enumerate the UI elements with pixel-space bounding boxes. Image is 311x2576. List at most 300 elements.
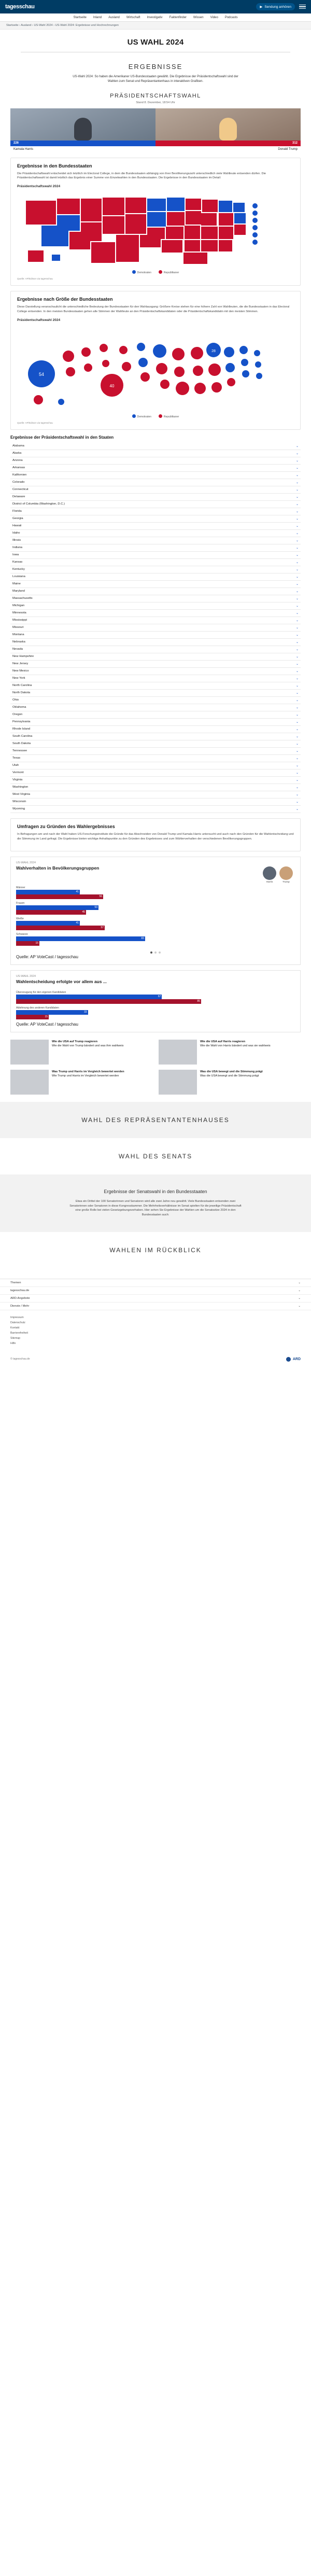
teaser-lead: Wie die Wahl von Trump bändert und was ihm wahlweis bbox=[52, 1044, 124, 1047]
chart-bar-row bbox=[16, 941, 295, 946]
state-row[interactable] bbox=[10, 704, 301, 711]
ard-logo-label: ARD bbox=[292, 1357, 301, 1361]
state-name: Oregon bbox=[12, 713, 23, 717]
harris-portrait bbox=[10, 108, 156, 141]
state-name: Delaware bbox=[12, 495, 25, 499]
chevron-down-icon: ⌄ bbox=[295, 807, 299, 811]
state-name: Kalifornien bbox=[12, 473, 27, 477]
state-row[interactable] bbox=[10, 740, 301, 748]
chevron-down-icon: ⌄ bbox=[295, 684, 299, 688]
chart-bar-value: 85 bbox=[197, 1000, 200, 1003]
state-row[interactable] bbox=[10, 610, 301, 617]
chart-group bbox=[16, 991, 295, 1004]
footer-sections bbox=[0, 1279, 311, 1310]
chevron-down-icon: ⌄ bbox=[295, 488, 299, 492]
state-row[interactable] bbox=[10, 566, 301, 573]
teaser-text bbox=[52, 1070, 124, 1095]
chevron-down-icon: ⌄ bbox=[295, 611, 299, 615]
teaser-thumb-trump-analysis bbox=[10, 1070, 49, 1095]
chart-category-label: Männer bbox=[16, 886, 25, 889]
footer-link[interactable]: Impressum bbox=[10, 1316, 24, 1320]
poll-chart-1-body bbox=[11, 873, 300, 964]
state-map-title: Ergebnisse in den Bundesstaaten bbox=[17, 163, 92, 169]
teaser-text bbox=[200, 1070, 263, 1095]
poll-chart-1-title: Wahlverhalten in Bevölkerungsgruppen bbox=[16, 865, 100, 871]
state-row[interactable] bbox=[10, 733, 301, 740]
teaser-lead: Wie die Wahl von Harris bändert und was sie wahlweis bbox=[200, 1044, 271, 1047]
presidential-band-sub: Stand 8. Dezember, 18:54 Uhr bbox=[136, 101, 175, 104]
footer-section-label: Themen bbox=[10, 1281, 21, 1285]
chevron-down-icon: ⌄ bbox=[295, 749, 299, 753]
state-name: Nevada bbox=[12, 648, 23, 651]
state-name: Wisconsin bbox=[12, 800, 26, 804]
chart-bar-value: 53 bbox=[94, 906, 97, 909]
chevron-down-icon: ⌄ bbox=[298, 1281, 301, 1285]
state-row[interactable] bbox=[10, 675, 301, 682]
state-row[interactable] bbox=[10, 552, 301, 559]
chevron-down-icon: ⌄ bbox=[295, 481, 299, 484]
state-name: Washington bbox=[12, 786, 29, 789]
state-row[interactable] bbox=[10, 537, 301, 544]
nav-item-faktenfinder[interactable]: Faktenfinder bbox=[169, 16, 187, 19]
bubble-map-subtitle: Präsidentschaftswahl 2024 bbox=[17, 318, 61, 322]
chevron-down-icon: ⌄ bbox=[298, 1289, 301, 1293]
state-row[interactable] bbox=[10, 690, 301, 697]
state-row[interactable] bbox=[10, 682, 301, 690]
harris-elector-bar bbox=[10, 141, 156, 146]
state-row[interactable] bbox=[10, 544, 301, 552]
teaser-headline: Was die USA bewegt und die Stimmung prägt bbox=[200, 1070, 263, 1073]
nav-item-wissen[interactable]: Wissen bbox=[193, 16, 204, 19]
state-row[interactable] bbox=[10, 501, 301, 508]
state-name: Texas bbox=[12, 757, 21, 760]
state-name: Maine bbox=[12, 582, 21, 586]
chevron-down-icon: ⌄ bbox=[295, 517, 299, 521]
chevron-down-icon: ⌄ bbox=[295, 757, 299, 760]
results-heading: ERGEBNISSE bbox=[128, 63, 183, 71]
senate-section-title: WAHL DES SENATS bbox=[118, 1152, 193, 1160]
teaser-grid bbox=[10, 1040, 301, 1095]
nav-item-video[interactable]: Video bbox=[210, 16, 218, 19]
state-name: Kentucky bbox=[12, 568, 25, 571]
top-bar bbox=[0, 0, 311, 13]
chevron-down-icon: ⌄ bbox=[295, 742, 299, 746]
poll-chart-2-body bbox=[11, 986, 300, 1032]
poll-face-trump bbox=[279, 866, 293, 884]
chevron-down-icon: ⌄ bbox=[295, 575, 299, 579]
teaser-thumb-harris bbox=[159, 1040, 197, 1065]
senate-results-description: Etwa ein Drittel der 100 Senatorinnen und Senatoren wird alle zwei Jahre neu gewählt. Viele Bundesstaaten entsenden zwei Senatorinnen oder Senatoren in diese Kongresskammer. Die Mehrheitsverhältnisse im Senat spielten für die jeweilige Präsidentschaft eine große Rolle bei vielen Gesetzgebungsvorhaben. Hier sehen Sie Ergebnisse der Wahlen um die Senatssitze 2024 in den Bundesstaaten auch: bbox=[69, 1199, 242, 1217]
state-name: New Mexico bbox=[12, 669, 29, 673]
state-map-subtitle: Präsidentschaftswahl 2024 bbox=[17, 185, 61, 189]
state-name: South Carolina bbox=[12, 735, 33, 738]
state-name: West Virginia bbox=[12, 793, 30, 796]
chart-bar-value: 15 bbox=[45, 1015, 48, 1019]
chart-bar-value: 67 bbox=[158, 995, 161, 999]
svg-text:54: 54 bbox=[38, 371, 45, 377]
state-name: Arkansas bbox=[12, 466, 25, 470]
bubble-map-source: Quelle: AP/Edison via tagesschau bbox=[17, 421, 53, 424]
chart-bar-value: 83 bbox=[141, 937, 144, 941]
state-row[interactable] bbox=[10, 639, 301, 646]
chevron-down-icon: ⌄ bbox=[295, 626, 299, 629]
state-name: Ohio bbox=[12, 698, 19, 702]
footer-section-row[interactable] bbox=[0, 1279, 311, 1287]
state-row[interactable] bbox=[10, 784, 301, 791]
poll-chart-1-source: Quelle: AP VoteCast / tagesschau bbox=[16, 954, 78, 959]
state-row[interactable] bbox=[10, 624, 301, 632]
bubble-map-svg bbox=[17, 324, 294, 412]
chart-bar-value: 57 bbox=[101, 926, 104, 930]
state-row[interactable] bbox=[10, 595, 301, 603]
state-name: Wyoming bbox=[12, 807, 25, 811]
state-name: Georgia bbox=[12, 517, 23, 521]
poll-chart-2-head bbox=[11, 971, 300, 986]
chart-group bbox=[16, 902, 295, 915]
state-row[interactable] bbox=[10, 755, 301, 762]
state-row[interactable] bbox=[10, 603, 301, 610]
senate-results-section bbox=[0, 1174, 311, 1233]
senate-results-title: Ergebnisse der Senatswahl in den Bundesstaaten bbox=[104, 1188, 207, 1194]
chevron-down-icon: ⌄ bbox=[295, 720, 299, 724]
top-bar-right bbox=[256, 3, 306, 10]
chart-bar bbox=[16, 936, 145, 941]
svg-text:40: 40 bbox=[109, 383, 115, 388]
state-row[interactable] bbox=[10, 472, 301, 479]
bubble-map-legend bbox=[17, 414, 294, 418]
state-row[interactable] bbox=[10, 457, 301, 465]
legend-rep bbox=[159, 270, 179, 274]
teaser-headline: Wie die USA auf Harris reagieren bbox=[200, 1040, 246, 1043]
logo-first: tages bbox=[5, 4, 19, 10]
teaser-item[interactable] bbox=[159, 1070, 301, 1095]
bubble-legend-dem-label: Demokraten bbox=[137, 415, 151, 418]
state-row[interactable] bbox=[10, 465, 301, 472]
state-map-card bbox=[10, 158, 301, 286]
state-row[interactable] bbox=[10, 515, 301, 523]
chevron-down-icon: ⌄ bbox=[295, 662, 299, 666]
state-name: New Jersey bbox=[12, 662, 29, 666]
chevron-down-icon: ⌄ bbox=[295, 561, 299, 564]
chart-bar bbox=[16, 926, 105, 930]
chevron-down-icon: ⌄ bbox=[295, 677, 299, 680]
state-row[interactable] bbox=[10, 799, 301, 806]
chevron-down-icon: ⌄ bbox=[295, 640, 299, 644]
state-row[interactable] bbox=[10, 769, 301, 777]
page-title: US WAHL 2024 bbox=[127, 38, 184, 47]
chart-bar-row bbox=[16, 1015, 295, 1019]
state-row[interactable] bbox=[10, 697, 301, 704]
state-name: Colorado bbox=[12, 481, 25, 484]
chevron-down-icon: ⌄ bbox=[295, 604, 299, 608]
nav-item-ausland[interactable]: Ausland bbox=[108, 16, 120, 19]
state-name: Idaho bbox=[12, 531, 20, 535]
trump-name: Donald Trump bbox=[278, 147, 298, 151]
state-name: Nebraska bbox=[12, 640, 25, 644]
harris-electors: 226 bbox=[13, 142, 19, 145]
nav-item-podcasts[interactable]: Podcasts bbox=[224, 16, 238, 19]
state-row[interactable] bbox=[10, 719, 301, 726]
chevron-down-icon: ⌄ bbox=[295, 778, 299, 782]
state-row[interactable] bbox=[10, 443, 301, 450]
trump-portrait bbox=[156, 108, 301, 141]
us-choropleth-map[interactable] bbox=[17, 190, 294, 268]
chevron-down-icon: ⌄ bbox=[295, 735, 299, 738]
state-name: Iowa bbox=[12, 553, 19, 557]
state-row[interactable] bbox=[10, 494, 301, 501]
chart-bar-value: 41 bbox=[76, 890, 79, 894]
poll-chart-1-head bbox=[11, 857, 300, 873]
breadcrumb[interactable]: Startseite › Ausland › US-Wahl 2024 › US-Wahl 2024: Ergebnisse und Hochrechnungen bbox=[0, 22, 311, 30]
presidential-band-title: PRÄSIDENTSCHAFTSWAHL bbox=[110, 92, 201, 99]
state-name: Maryland bbox=[12, 590, 25, 593]
chart-bar-row bbox=[16, 910, 295, 915]
chart-group bbox=[16, 933, 295, 946]
state-row[interactable] bbox=[10, 661, 301, 668]
state-map-source: Quelle: AP/Edison via tagesschau bbox=[17, 277, 53, 281]
teaser-item[interactable] bbox=[159, 1040, 301, 1065]
ard-logo[interactable] bbox=[286, 1357, 301, 1362]
poll-face-harris-label: Harris bbox=[266, 880, 273, 884]
chart-bar bbox=[16, 1010, 88, 1015]
chart-bar bbox=[16, 921, 80, 926]
chart-bar bbox=[16, 995, 162, 999]
state-name: Oklahoma bbox=[12, 706, 26, 709]
state-name: Alabama bbox=[12, 444, 24, 448]
state-row[interactable] bbox=[10, 530, 301, 537]
chart-bar-value: 56 bbox=[99, 895, 102, 899]
polls-intro-card bbox=[10, 818, 301, 851]
teaser-lead: Was die USA bewegt und die Stimmung prägt bbox=[200, 1074, 259, 1077]
candidate-trump bbox=[156, 108, 301, 152]
state-row[interactable] bbox=[10, 632, 301, 639]
state-row[interactable] bbox=[10, 523, 301, 530]
senate-section bbox=[0, 1138, 311, 1174]
legend-rep-label: Republikaner bbox=[163, 271, 179, 275]
state-row[interactable] bbox=[10, 581, 301, 588]
state-name: Virginia bbox=[12, 778, 23, 782]
footer-section-row[interactable] bbox=[0, 1303, 311, 1310]
states-accordion-title: Ergebnisse der Präsidentschaftswahl in den Staaten bbox=[10, 435, 114, 440]
chevron-down-icon: ⌄ bbox=[295, 698, 299, 702]
state-name: Illinois bbox=[12, 539, 21, 542]
chart-bar-row bbox=[16, 1010, 295, 1015]
polls-heading: Umfragen zu Gründen des Wahlergebnisses bbox=[17, 823, 115, 829]
chevron-down-icon: ⌄ bbox=[295, 568, 299, 571]
chevron-down-icon: ⌄ bbox=[295, 466, 299, 470]
state-name: Montana bbox=[12, 633, 24, 637]
logo-text bbox=[5, 4, 35, 10]
state-row[interactable] bbox=[10, 668, 301, 675]
state-name: District of Columbia (Washington, D.C.) bbox=[12, 502, 65, 506]
chevron-down-icon: ⌄ bbox=[295, 713, 299, 717]
search-button[interactable] bbox=[256, 3, 295, 10]
candidate-banner bbox=[10, 108, 301, 152]
state-name: Missouri bbox=[12, 626, 24, 629]
state-name: Michigan bbox=[12, 604, 25, 608]
chart-bar-row bbox=[16, 995, 295, 999]
chevron-down-icon: ⌄ bbox=[295, 597, 299, 600]
chevron-down-icon: ⌄ bbox=[295, 793, 299, 796]
nav-item-startseite[interactable]: Startseite bbox=[73, 16, 87, 19]
chevron-down-icon: ⌄ bbox=[295, 786, 299, 789]
state-name: Kansas bbox=[12, 561, 23, 564]
footer-links bbox=[0, 1310, 311, 1351]
state-name: Rhode Island bbox=[12, 727, 31, 731]
states-list bbox=[10, 443, 301, 813]
poll-chart-1-legend-faces bbox=[263, 866, 293, 884]
state-row[interactable] bbox=[10, 777, 301, 784]
poll-chart-groups bbox=[10, 857, 301, 965]
chevron-down-icon: ⌄ bbox=[295, 669, 299, 673]
state-name: Tennessee bbox=[12, 749, 27, 753]
chevron-down-icon: ⌄ bbox=[295, 727, 299, 731]
teaser-item[interactable] bbox=[10, 1040, 152, 1065]
state-name: North Carolina bbox=[12, 684, 32, 688]
nav-item-inland[interactable]: Inland bbox=[93, 16, 102, 19]
chevron-down-icon: ⌄ bbox=[295, 473, 299, 477]
state-map-description: Die Präsidentschaftswahl entscheidet sich letztlich im Electoral College, in dem die Bundesstaaten abhängig von ihrer Bevölkerungszahl unterschiedlich viele Wahlleute entsenden dürfen. Die Präsidentschaftswahl ist damit letztlich das Ergebnis einer Summe von Einzelwahlen in den Bundesstaaten. Die Ergebnisse in den Bundesstaaten im Detail: bbox=[17, 172, 266, 180]
footer-link[interactable]: Barrierefreiheit bbox=[10, 1331, 29, 1335]
review-section-title: WAHLEN IM RÜCKBLICK bbox=[109, 1247, 202, 1254]
chevron-down-icon: ⌄ bbox=[295, 502, 299, 506]
bubble-legend-dem bbox=[132, 414, 151, 418]
state-name: Pennsylvania bbox=[12, 720, 31, 724]
poll-chart-2-title: Wahlentscheidung erfolgte vor allem aus ... bbox=[16, 978, 107, 984]
footer-link[interactable]: Sitemap bbox=[10, 1336, 21, 1340]
chart-bar bbox=[16, 894, 103, 899]
chart-category-label: Ablehnung des anderen Kandidaten bbox=[16, 1006, 59, 1010]
chevron-down-icon: ⌄ bbox=[295, 452, 299, 455]
main-nav bbox=[0, 13, 311, 22]
chevron-down-icon: ⌄ bbox=[295, 655, 299, 659]
chevron-down-icon: ⌄ bbox=[295, 539, 299, 542]
chart-bar-row bbox=[16, 926, 295, 930]
chevron-down-icon: ⌄ bbox=[295, 764, 299, 767]
bubble-legend-rep bbox=[159, 414, 179, 418]
nav-item-wirtschaft[interactable]: Wirtschaft bbox=[126, 16, 140, 19]
state-row[interactable] bbox=[10, 653, 301, 661]
bubble-map-description: Diese Darstellung veranschaulicht die unterschiedliche Bedeutung der Bundesstaaten für den Wahlausgang: Größere Kreise stehen für eine höhere Zahl von Wahlleuten, die die Bundesstaaten in das Electoral College entsenden. In den meisten Bundesstaaten gehen alle Stimmen der Wahlleute an den Präsidentschaftskandidaten oder die Präsidentschaftskandidatin mit den meisten Stimmen. bbox=[17, 305, 290, 314]
us-bubble-map[interactable] bbox=[17, 324, 294, 412]
chart-bar-row bbox=[16, 936, 295, 941]
chevron-down-icon: ⌄ bbox=[295, 771, 299, 775]
teaser-thumb-ergebnis bbox=[159, 1070, 197, 1095]
footer-section-row[interactable] bbox=[0, 1287, 311, 1295]
state-row[interactable] bbox=[10, 588, 301, 595]
page-lead: US-Wahl 2024: So haben die Amerikaner US-Bundesstaaten gewählt. Die Ergebnisse der Präsidentschaftswahl sind der Wahlen zum Senat und Repräsentantenhaus in interaktiven Grafiken. bbox=[73, 75, 238, 83]
state-name: Minnesota bbox=[12, 611, 26, 615]
footer-section-label: tagesschau.de bbox=[10, 1289, 30, 1293]
footer-section-label: Dienste / Mehr bbox=[10, 1305, 30, 1308]
harris-name: Kamala Harris bbox=[13, 147, 34, 151]
state-name: Alaska bbox=[12, 452, 22, 455]
chevron-down-icon: ⌄ bbox=[295, 706, 299, 709]
chevron-down-icon: ⌄ bbox=[295, 619, 299, 622]
state-row[interactable] bbox=[10, 617, 301, 624]
chart-bar-row bbox=[16, 921, 295, 926]
poll-chart-1-bars bbox=[16, 886, 295, 946]
state-name: Hawaii bbox=[12, 524, 22, 528]
states-accordion bbox=[10, 435, 301, 813]
chart-bar-row bbox=[16, 894, 295, 899]
state-row[interactable] bbox=[10, 508, 301, 515]
state-row[interactable] bbox=[10, 486, 301, 494]
footer-section-label: ARD-Angebote bbox=[10, 1297, 30, 1300]
state-row[interactable] bbox=[10, 748, 301, 755]
hamburger-menu-icon[interactable] bbox=[299, 5, 306, 9]
nav-item-investigativ[interactable]: Investigativ bbox=[147, 16, 163, 19]
chart-bar-row bbox=[16, 905, 295, 910]
state-row[interactable] bbox=[10, 479, 301, 486]
footer bbox=[0, 1279, 311, 1369]
teaser-text bbox=[52, 1040, 123, 1065]
chart-bar-row bbox=[16, 999, 295, 1004]
brand-logo[interactable] bbox=[5, 4, 35, 10]
footer-link[interactable]: Hilfe bbox=[10, 1341, 16, 1345]
state-row[interactable] bbox=[10, 711, 301, 719]
chart-category-label: Überzeugung für den eigenen Kandidaten bbox=[16, 990, 66, 994]
chart-bar bbox=[16, 890, 80, 894]
state-name: Utah bbox=[12, 764, 19, 767]
poll-face-harris bbox=[263, 866, 276, 884]
review-section bbox=[0, 1232, 311, 1268]
state-row[interactable] bbox=[10, 806, 301, 813]
footer-link[interactable]: Datenschutz bbox=[10, 1321, 25, 1325]
chart-group bbox=[16, 1006, 295, 1019]
state-name: New York bbox=[12, 677, 25, 680]
chart-category-label: Weiße bbox=[16, 917, 24, 920]
ard-logo-icon bbox=[286, 1357, 291, 1362]
teaser-text bbox=[200, 1040, 271, 1065]
chart-bar bbox=[16, 905, 98, 910]
polls-intro: In Befragungen am und nach der Wahl haben US-Forschungsinstitute die Gründe für das Abschneiden von Donald Trump und Kamala Harris untersucht und auch nach den Gründen für die Wahlentscheidung und die Stimmung im Land gefragt. Die Ergebnisse bieten wichtige Anhaltspunkte zu den Gründen des Ergebnisses und zum Wählerverhalten der verschiedenen Bevölkerungsgruppen. bbox=[17, 832, 294, 841]
state-row[interactable] bbox=[10, 450, 301, 457]
search-label: Sendung anhören bbox=[264, 5, 291, 9]
state-name: Indiana bbox=[12, 546, 23, 550]
chart-bar bbox=[16, 999, 201, 1004]
state-row[interactable] bbox=[10, 791, 301, 799]
state-row[interactable] bbox=[10, 573, 301, 581]
legend-dem bbox=[132, 270, 151, 274]
poll-chart-1-pagination[interactable] bbox=[16, 948, 295, 955]
state-name: New Hampshire bbox=[12, 655, 34, 659]
chevron-down-icon: ⌄ bbox=[295, 648, 299, 651]
chart-bar bbox=[16, 1015, 49, 1019]
teaser-headline: Wie die USA auf Trump reagieren bbox=[52, 1040, 98, 1043]
state-name: Arizona bbox=[12, 459, 23, 463]
footer-section-row[interactable] bbox=[0, 1295, 311, 1303]
bubble-map-card bbox=[10, 291, 301, 430]
footer-link[interactable]: Kontakt bbox=[10, 1326, 20, 1330]
state-row[interactable] bbox=[10, 646, 301, 653]
state-row[interactable] bbox=[10, 726, 301, 733]
house-section bbox=[0, 1102, 311, 1138]
legend-dem-label: Demokraten bbox=[137, 271, 151, 275]
state-row[interactable] bbox=[10, 559, 301, 566]
trump-electors: 312 bbox=[292, 142, 298, 145]
teaser-thumb-trump-victory bbox=[10, 1040, 49, 1065]
teaser-lead: Wie Trump und Harris im Vergleich bewertet werden bbox=[52, 1074, 119, 1077]
chart-bar-row bbox=[16, 890, 295, 894]
teaser-item[interactable] bbox=[10, 1070, 152, 1095]
chart-bar-value: 33 bbox=[84, 1011, 87, 1014]
state-name: Massachusetts bbox=[12, 597, 33, 600]
chevron-down-icon: ⌄ bbox=[295, 553, 299, 557]
chevron-down-icon: ⌄ bbox=[298, 1305, 301, 1308]
chevron-down-icon: ⌄ bbox=[295, 546, 299, 550]
state-row[interactable] bbox=[10, 762, 301, 769]
